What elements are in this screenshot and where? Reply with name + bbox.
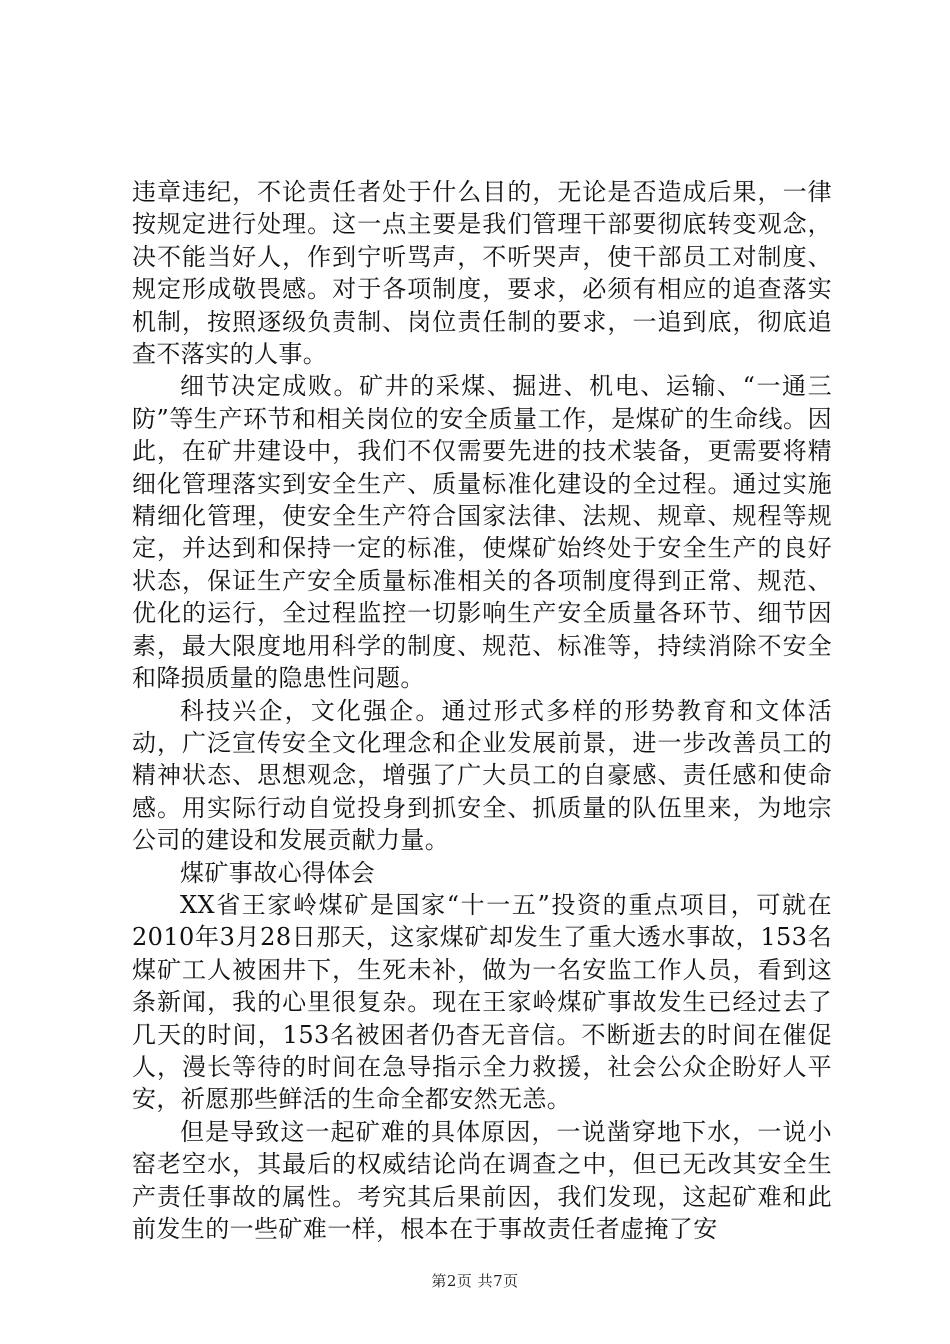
section-heading: 煤矿事故心得体会 [180, 858, 376, 887]
paragraph-details: 细节决定成败。矿井的采煤、掘进、机电、运输、“一通三防”等生产环节和相关岗位的安全质量工作，是煤矿的生命线。因此，在矿井建设中，我们不仅需要先进的技术装备，更需要将精细化管理落实到安全生产、质量标准化建设的全过程。通过实施精细化管理，使安全生产符合国家法律、法规、规章、规程等规定，并达到和保持一定的标准，使煤矿始终处于安全生产的良好状态，保证生产安全质量标准相关的各项制度得到正常、规范、优化的运行，全过程监控一切影响生产安全质量各环节、细节因素，最大限度地用科学的制度、规范、标准等，持续消除不安全和降损质量的隐患性问题。 [132, 372, 832, 693]
paragraph-culture: 科技兴企，文化强企。通过形式多样的形势教育和文体活动，广泛宣传安全文化理念和企业发展前景，进一步改善员工的精神状态、思想观念，增强了广大员工的自豪感、责任感和使命感。用实际行动自觉投身到抓安全、抓质量的队伍里来，为地宗公司的建设和发展贡献力量。 [132, 696, 832, 855]
paragraph-continuation: 违章违纪，不论责任者处于什么目的，无论是否造成后果，一律按规定进行处理。这一点主要是我们管理干部要彻底转变观念，决不能当好人，作到宁听骂声，不听哭声，使干部员工对制度、规定形成敬畏感。对于各项制度，要求，必须有相应的追查落实机制，按照逐级负责制、岗位责任制的要求，一追到底，彻底追查不落实的人事。 [132, 178, 832, 369]
paragraph-cause: 但是导致这一起矿难的具体原因，一说凿穿地下水，一说小窑老空水，其最后的权威结论尚在调查之中，但已无改其安全生产责任事故的属性。考究其后果前因，我们发现，这起矿难和此前发生的一些矿难一样，根本在于事故责任者虚掩了安 [132, 1117, 832, 1243]
paragraph-accident: XX省王家岭煤矿是国家“十一五”投资的重点项目，可就在2010年3月28日那天，这家煤矿却发生了重大透水事故，153名煤矿工人被困井下，生死未补，做为一名安监工作人员，看到这条新闻，我的心里很复杂。现在王家岭煤矿事故发生已经过去了几天的时间，153名被困者仍杳无音信。不断逝去的时间在催促人，漫长等待的时间在急导指示全力救援，社会公众企盼好人平安，祈愿那些鲜活的生命全都安然无恙。 [132, 890, 832, 1114]
page-number-footer: 第2页 共7页 [431, 1272, 519, 1290]
document-body [132, 176, 832, 1245]
